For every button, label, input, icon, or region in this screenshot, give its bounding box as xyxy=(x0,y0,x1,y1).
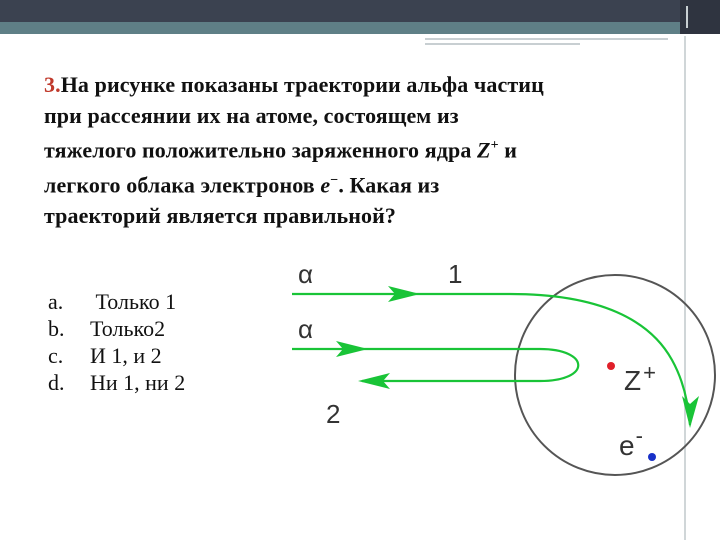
question-line: при рассеянии их на атоме, состоящем из xyxy=(44,102,459,128)
answer-text: Только2 xyxy=(90,316,166,341)
nucleus-charge: + xyxy=(490,138,499,153)
question-line: траекторий является правильной? xyxy=(44,202,396,228)
trajectory-2 xyxy=(292,349,578,381)
answer-text: И 1, и 2 xyxy=(90,343,162,368)
trajectory-1-arrow-end xyxy=(682,396,699,428)
nucleus-symbol: Z xyxy=(477,137,491,163)
answer-letter: a. xyxy=(48,289,64,314)
trajectory-1 xyxy=(292,294,690,425)
answer-text: Ни 1, ни 2 xyxy=(90,370,186,395)
answer-letter: c. xyxy=(48,343,64,368)
question-line: На рисунке показаны траектории альфа частиц xyxy=(60,72,544,97)
electron-dot xyxy=(648,453,656,461)
answer-text: Только 1 xyxy=(90,289,177,314)
atom-circle xyxy=(515,275,715,475)
question-line: легкого облака электронов e−. Какая из xyxy=(44,172,440,198)
electron-symbol: e xyxy=(320,172,331,198)
answer-letter: b. xyxy=(48,316,65,341)
nucleus-label: Z+ xyxy=(624,360,656,396)
question-line: тяжелого положительно заряженного ядра Z+ и xyxy=(44,137,518,163)
trajectory-label-2: 2 xyxy=(326,399,341,429)
answer-letter: d. xyxy=(48,370,65,395)
electron-label: e- xyxy=(619,423,643,461)
alpha-label-top: α xyxy=(298,259,314,289)
question-number: 3. xyxy=(44,72,61,97)
alpha-label-mid: α xyxy=(298,314,314,344)
nucleus-dot xyxy=(607,362,615,370)
trajectory-label-1: 1 xyxy=(448,259,463,289)
electron-charge: − xyxy=(330,172,339,188)
